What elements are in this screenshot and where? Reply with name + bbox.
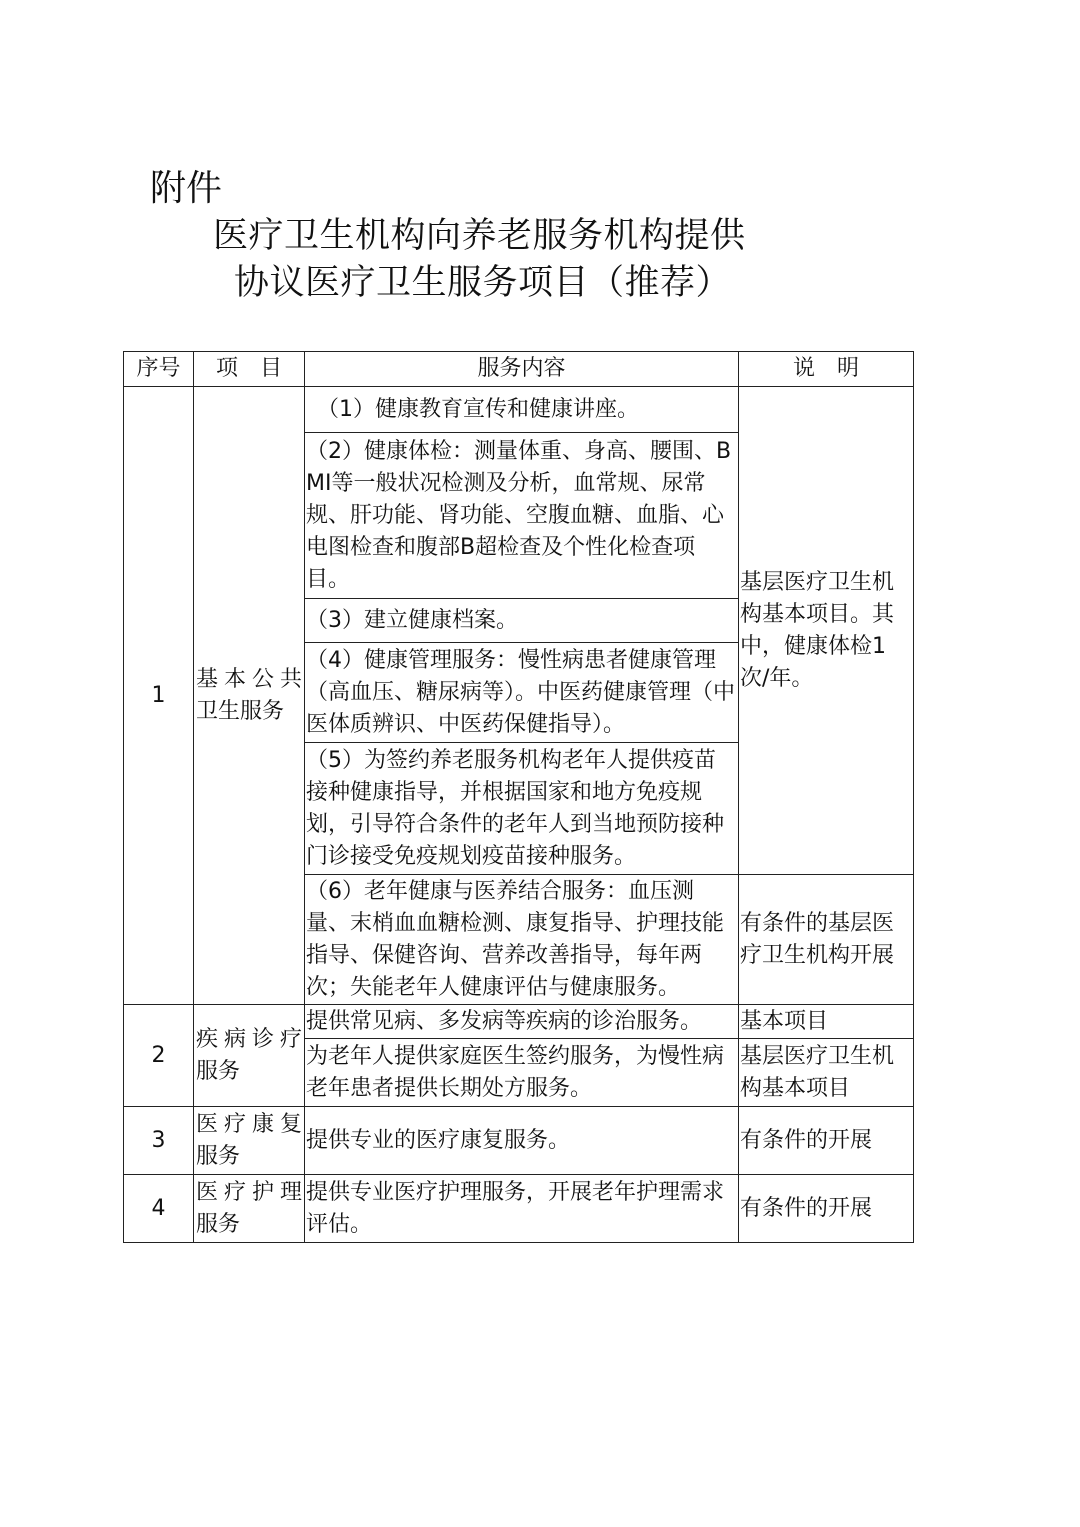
row-item: 医疗康复服务: [194, 1107, 305, 1175]
row-number: 4: [124, 1175, 194, 1243]
header-notes: 说 明: [739, 352, 914, 387]
row-item: 疾病诊疗服务: [194, 1005, 305, 1107]
row-note: 有条件的开展: [739, 1175, 914, 1243]
row-number: 2: [124, 1005, 194, 1107]
row-note: 有条件的开展: [739, 1107, 914, 1175]
row-note: 基层医疗卫生机构基本项目: [739, 1039, 914, 1107]
row-number: 3: [124, 1107, 194, 1175]
row-note: 基本项目: [739, 1005, 914, 1039]
table-row: [124, 1005, 914, 1039]
service-content: （2）健康体检：测量体重、身高、腰围、BMI等一般状况检测及分析，血常规、尿常规、肝功能、肾功能、空腹血糖、血脂、心电图检查和腹部B超检查及个性化检查项目。: [305, 433, 739, 599]
row-item: 医疗护理服务: [194, 1175, 305, 1243]
table-row: [124, 1175, 914, 1243]
service-content: （6）老年健康与医养结合服务：血压测量、末梢血血糖检测、康复指导、护理技能指导、保健咨询、营养改善指导，每年两次；失能老年人健康评估与健康服务。: [305, 875, 739, 1005]
service-content: 提供专业的医疗康复服务。: [305, 1107, 739, 1175]
header-item: 项 目: [194, 352, 305, 387]
row-item: 基本公共卫生服务: [194, 387, 305, 1005]
row-note: 基层医疗卫生机构基本项目。其中，健康体检1次/年。: [739, 387, 914, 875]
service-content: （3）建立健康档案。: [305, 599, 739, 643]
service-content: （1）健康教育宣传和健康讲座。: [305, 387, 739, 433]
table-header-row: [124, 352, 914, 387]
service-content: （4）健康管理服务：慢性病患者健康管理（高血压、糖尿病等）。中医药健康管理（中医体质辨识、中医药保健指导）。: [305, 643, 739, 743]
attachment-label: 附件: [150, 168, 223, 209]
table-row: [124, 1107, 914, 1175]
document-title-line-1: 医疗卫生机构向养老服务机构提供: [213, 216, 746, 256]
service-content: 为老年人提供家庭医生签约服务，为慢性病老年患者提供长期处方服务。: [305, 1039, 739, 1107]
row-number: 1: [124, 387, 194, 1005]
header-number: 序号: [124, 352, 194, 387]
service-content: 提供常见病、多发病等疾病的诊治服务。: [305, 1005, 739, 1039]
header-service-content: 服务内容: [305, 352, 739, 387]
service-content: （5）为签约养老服务机构老年人提供疫苗接种健康指导，并根据国家和地方免疫规划，引导符合条件的老年人到当地预防接种门诊接受免疫规划疫苗接种服务。: [305, 743, 739, 875]
row-note: 有条件的基层医疗卫生机构开展: [739, 875, 914, 1005]
service-content: 提供专业医疗护理服务，开展老年护理需求评估。: [305, 1175, 739, 1243]
table-row: [124, 387, 914, 433]
service-items-table: [123, 351, 914, 1243]
document-title-line-2: 协议医疗卫生服务项目（推荐）: [234, 263, 732, 303]
